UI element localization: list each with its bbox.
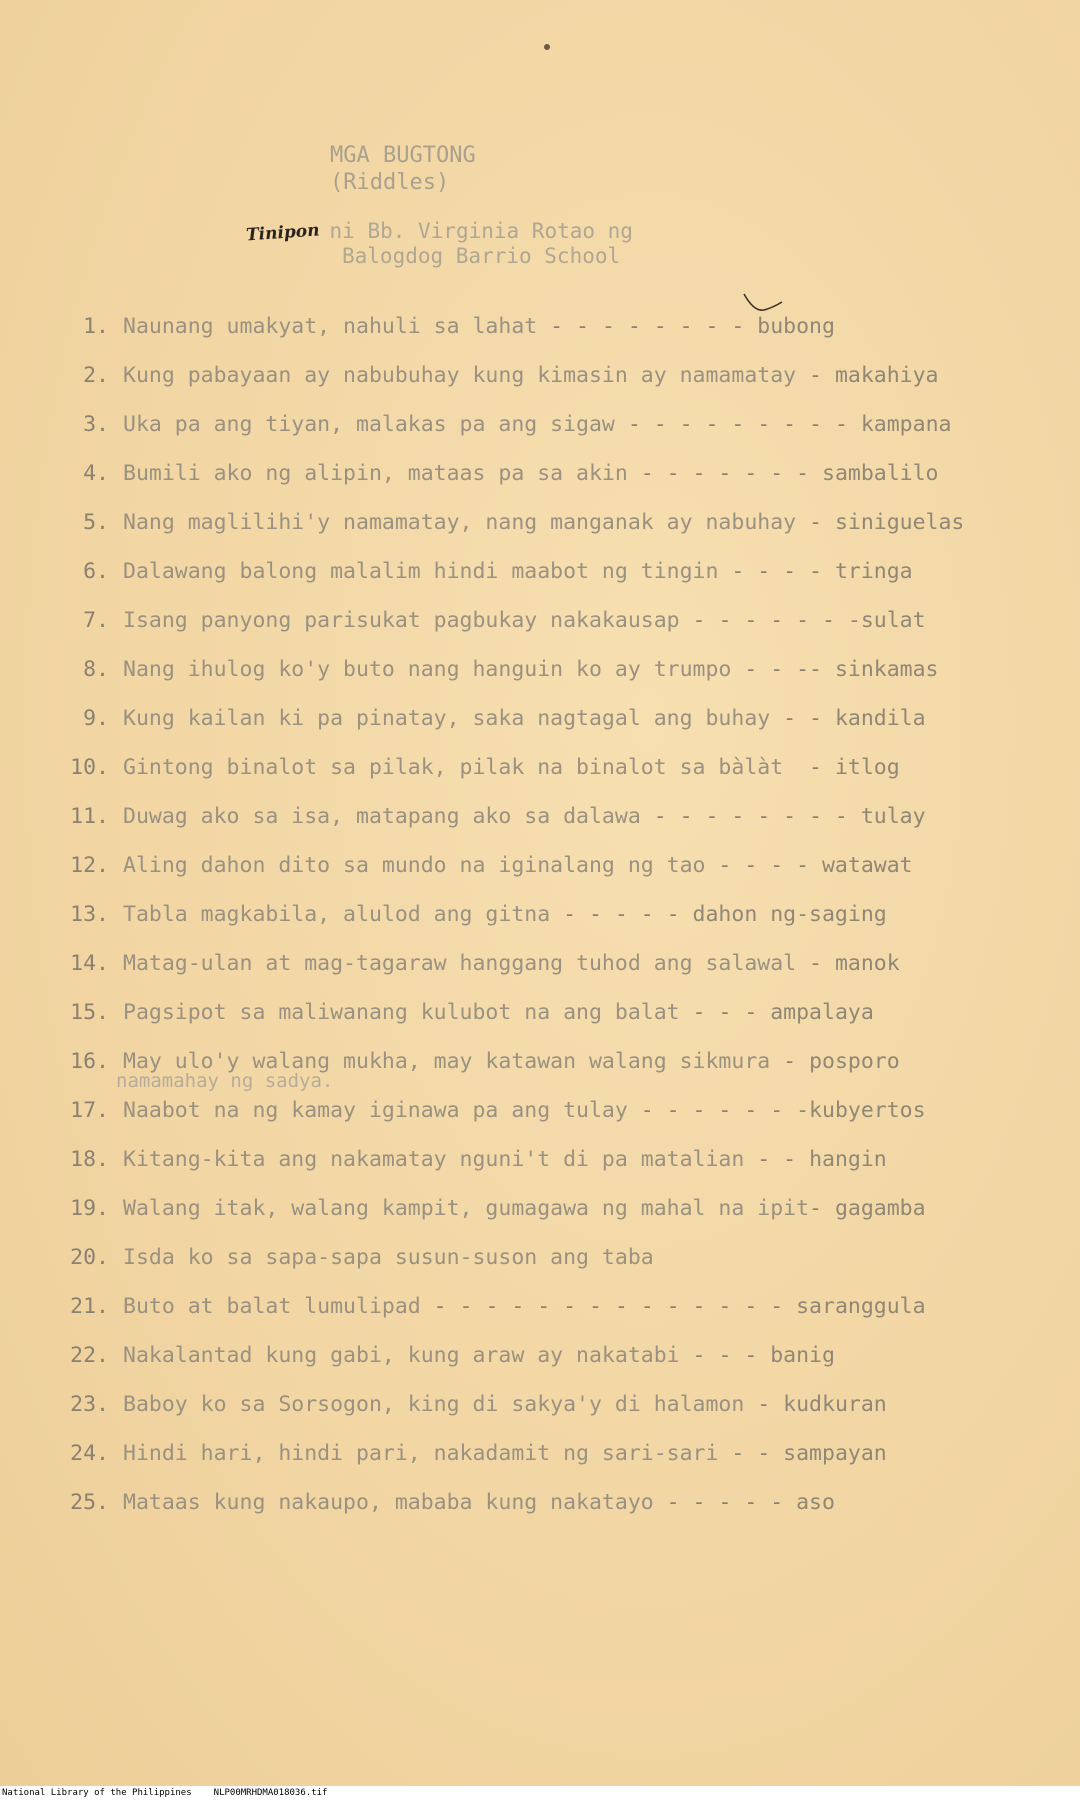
riddle-item: [64, 1490, 1064, 1539]
riddle-dashes: - - --: [731, 657, 835, 682]
riddle-answer: saranggula: [796, 1294, 926, 1319]
riddle-number: 9.: [83, 706, 109, 731]
riddle-item: [64, 1294, 1064, 1343]
riddle-answer: -kubyertos: [796, 1098, 926, 1123]
riddle-number: 6.: [83, 559, 109, 584]
riddle-text: Isda ko sa sapa-sapa susun-suson ang taba: [123, 1245, 654, 1270]
riddle-answer: ampalaya: [770, 1000, 874, 1025]
riddle-item: [64, 1196, 1064, 1245]
riddle-number: 24.: [70, 1441, 109, 1466]
riddle-text: Hindi hari, hindi pari, nakadamit ng sari-sari: [123, 1441, 719, 1466]
riddle-number: 18.: [70, 1147, 109, 1172]
riddle-dashes: - - - - - -: [679, 608, 848, 633]
riddle-answer: kampana: [860, 412, 952, 437]
riddle-dashes: - - -: [679, 1000, 771, 1025]
riddle-number: 1.: [83, 314, 109, 339]
riddle-text: Isang panyong parisukat pagbukay nakakausap: [123, 608, 680, 633]
riddle-number: 20.: [70, 1245, 109, 1270]
riddle-dashes: - -: [718, 1441, 784, 1466]
riddle-text: Dalawang balong malalim hindi maabot ng tingin: [123, 559, 719, 584]
riddle-number: 11.: [70, 804, 109, 829]
riddle-number: 23.: [70, 1392, 109, 1417]
riddle-number: 2.: [83, 363, 109, 388]
riddle-answer: sampayan: [783, 1441, 887, 1466]
riddle-text: Walang itak, walang kampit, gumagawa ng mahal na ipit: [123, 1196, 810, 1221]
riddle-text: Tabla magkabila, alulod ang gitna: [123, 902, 551, 927]
riddle-number: 25.: [70, 1490, 109, 1515]
riddle-dashes: -: [796, 510, 835, 535]
riddle-item: [64, 363, 1064, 412]
riddle-item: [64, 1343, 1064, 1392]
riddle-dashes: - - - - -: [653, 1490, 797, 1515]
riddle-dashes: - - - - -: [550, 902, 693, 927]
riddle-answer: tringa: [834, 559, 913, 584]
riddle-dashes: - - - - - - -: [627, 461, 822, 486]
riddle-text: Aling dahon dito sa mundo na iginalang ng tao: [123, 853, 706, 878]
riddle-answer: dahon ng-saging: [692, 902, 887, 927]
riddle-text: Baboy ko sa Sorsogon, king di sakya'y di halamon: [123, 1392, 745, 1417]
riddle-answer: watawat: [821, 853, 913, 878]
riddle-text: Nang ihulog ko'y buto nang hanguin ko ay trumpo: [123, 657, 732, 682]
riddle-number: 14.: [70, 951, 109, 976]
riddle-dashes: -: [796, 363, 835, 388]
riddle-answer: makahiya: [834, 363, 939, 388]
riddle-item: [64, 608, 1064, 657]
title-line-1: MGA BUGTONG: [330, 143, 476, 168]
riddle-dashes: -: [744, 1392, 784, 1417]
riddle-text: Naabot na ng kamay iginawa pa ang tulay: [123, 1098, 628, 1123]
riddle-answer: kudkuran: [783, 1392, 887, 1417]
riddle-dashes: - - -: [679, 1343, 771, 1368]
riddle-list: [64, 314, 1064, 1539]
riddle-number: 22.: [70, 1343, 109, 1368]
riddle-text: Gintong binalot sa pilak, pilak na binalot sa bàlàt: [123, 755, 784, 780]
riddle-item: [64, 804, 1064, 853]
riddle-answer: siniguelas: [834, 510, 965, 535]
riddle-answer: kandila: [834, 706, 926, 731]
author-text: ni Bb. Virginia Rotao ng: [329, 219, 633, 243]
riddle-text: Bumili ako ng alipin, mataas pa sa akin: [123, 461, 628, 486]
riddle-answer: tulay: [860, 804, 926, 829]
riddle-item: [64, 951, 1064, 1000]
riddle-dashes: -: [770, 1049, 810, 1074]
riddle-text: Pagsipot sa maliwanang kulubot na ang balat: [123, 1000, 680, 1025]
riddle-item: [64, 902, 1064, 951]
riddle-item: [64, 755, 1064, 804]
riddle-dashes: - -: [770, 706, 835, 731]
riddle-text: Matag-ulan at mag-tagaraw hanggang tuhod ang salawal: [123, 951, 797, 976]
riddle-dashes: - - - -: [718, 559, 835, 584]
riddle-dashes: - - - - - - - -: [640, 804, 861, 829]
riddle-dashes: -: [783, 755, 835, 780]
riddle-number: 19.: [70, 1196, 109, 1221]
riddle-dashes: -: [809, 1196, 835, 1221]
riddle-number: 13.: [70, 902, 109, 927]
riddle-text: Kitang-kita ang nakamatay nguni't di pa matalian: [123, 1147, 745, 1172]
handwritten-note: Tinipon: [245, 220, 321, 246]
document-title: [330, 142, 476, 196]
riddle-answer: banig: [770, 1343, 835, 1368]
school-line: Balogdog Barrio School: [342, 244, 621, 268]
riddle-16-continuation: namamahay ng sadya.: [116, 1070, 334, 1092]
riddle-item: [64, 1392, 1064, 1441]
riddle-number: 21.: [70, 1294, 109, 1319]
riddle-dashes: - -: [744, 1147, 810, 1172]
riddle-number: 8.: [83, 657, 109, 682]
riddle-dashes: - - - - - -: [627, 1098, 797, 1123]
riddle-number: 12.: [70, 853, 109, 878]
riddle-number: 17.: [70, 1098, 109, 1123]
title-line-2: (Riddles): [330, 170, 450, 195]
punch-hole-dot: [544, 44, 550, 50]
riddle-answer: sambalilo: [822, 461, 939, 486]
riddle-text: Kung kailan ki pa pinatay, saka nagtagal ang buhay: [123, 706, 771, 731]
riddle-item: [64, 314, 1064, 363]
riddle-item: [64, 1147, 1064, 1196]
footer-library: National Library of the Philippines: [2, 1788, 192, 1798]
riddle-item: [64, 461, 1064, 510]
riddle-number: 3.: [83, 412, 109, 437]
riddle-answer: sinkamas: [834, 657, 939, 682]
riddle-item: [64, 412, 1064, 461]
riddle-answer: bubong: [757, 314, 835, 339]
riddle-item: [64, 853, 1064, 902]
riddle-number: 5.: [83, 510, 109, 535]
riddle-text: May ulo'y walang mukha, may katawan walang sikmura: [123, 1049, 771, 1074]
riddle-item: [64, 1245, 1064, 1294]
riddle-number: 4.: [83, 461, 109, 486]
riddle-item: [64, 510, 1064, 559]
riddle-text: Naunang umakyat, nahuli sa lahat: [123, 314, 538, 339]
riddle-dashes: - - - - - - - -: [537, 314, 758, 339]
riddle-item: [64, 1000, 1064, 1049]
author-line: [246, 218, 633, 244]
riddle-item: [64, 1098, 1064, 1147]
riddle-text: Duwag ako sa isa, matapang ako sa dalawa: [123, 804, 641, 829]
riddle-number: 15.: [70, 1000, 109, 1025]
checkmark-icon: [742, 290, 784, 316]
riddle-answer: -sulat: [847, 608, 926, 633]
riddle-text: Nakalantad kung gabi, kung araw ay nakatabi: [123, 1343, 680, 1368]
riddle-answer: aso: [796, 1490, 835, 1515]
riddle-answer: manok: [834, 951, 900, 976]
riddle-answer: gagamba: [834, 1196, 926, 1221]
riddle-dashes: - - - - - - - - - - - - - -: [420, 1294, 797, 1319]
riddle-number: 7.: [83, 608, 109, 633]
riddle-number: 10.: [70, 755, 109, 780]
riddle-text: Kung pabayaan ay nabubuhay kung kimasin ay namamatay: [123, 363, 797, 388]
scan-footer: [0, 1786, 1080, 1800]
riddle-item: [64, 706, 1064, 755]
riddle-answer: posporo: [809, 1049, 900, 1074]
riddle-item: [64, 559, 1064, 608]
riddle-dashes: -: [796, 951, 835, 976]
riddle-item: [64, 657, 1064, 706]
riddle-dashes: - - - - - - - - -: [614, 412, 861, 437]
riddle-text: Nang maglilihi'y namamatay, nang manganak ay nabuhay: [123, 510, 797, 535]
riddle-text: Buto at balat lumulipad: [123, 1294, 421, 1319]
riddle-text: Mataas kung nakaupo, mababa kung nakatayo: [123, 1490, 654, 1515]
riddle-answer: itlog: [834, 755, 900, 780]
footer-file: NLP00MRHDMA018036.tif: [213, 1788, 328, 1798]
riddle-text: Uka pa ang tiyan, malakas pa ang sigaw: [123, 412, 615, 437]
riddle-item: [64, 1441, 1064, 1490]
riddle-number: 16.: [70, 1049, 109, 1074]
riddle-dashes: - - - -: [705, 853, 822, 878]
riddle-answer: hangin: [809, 1147, 887, 1172]
